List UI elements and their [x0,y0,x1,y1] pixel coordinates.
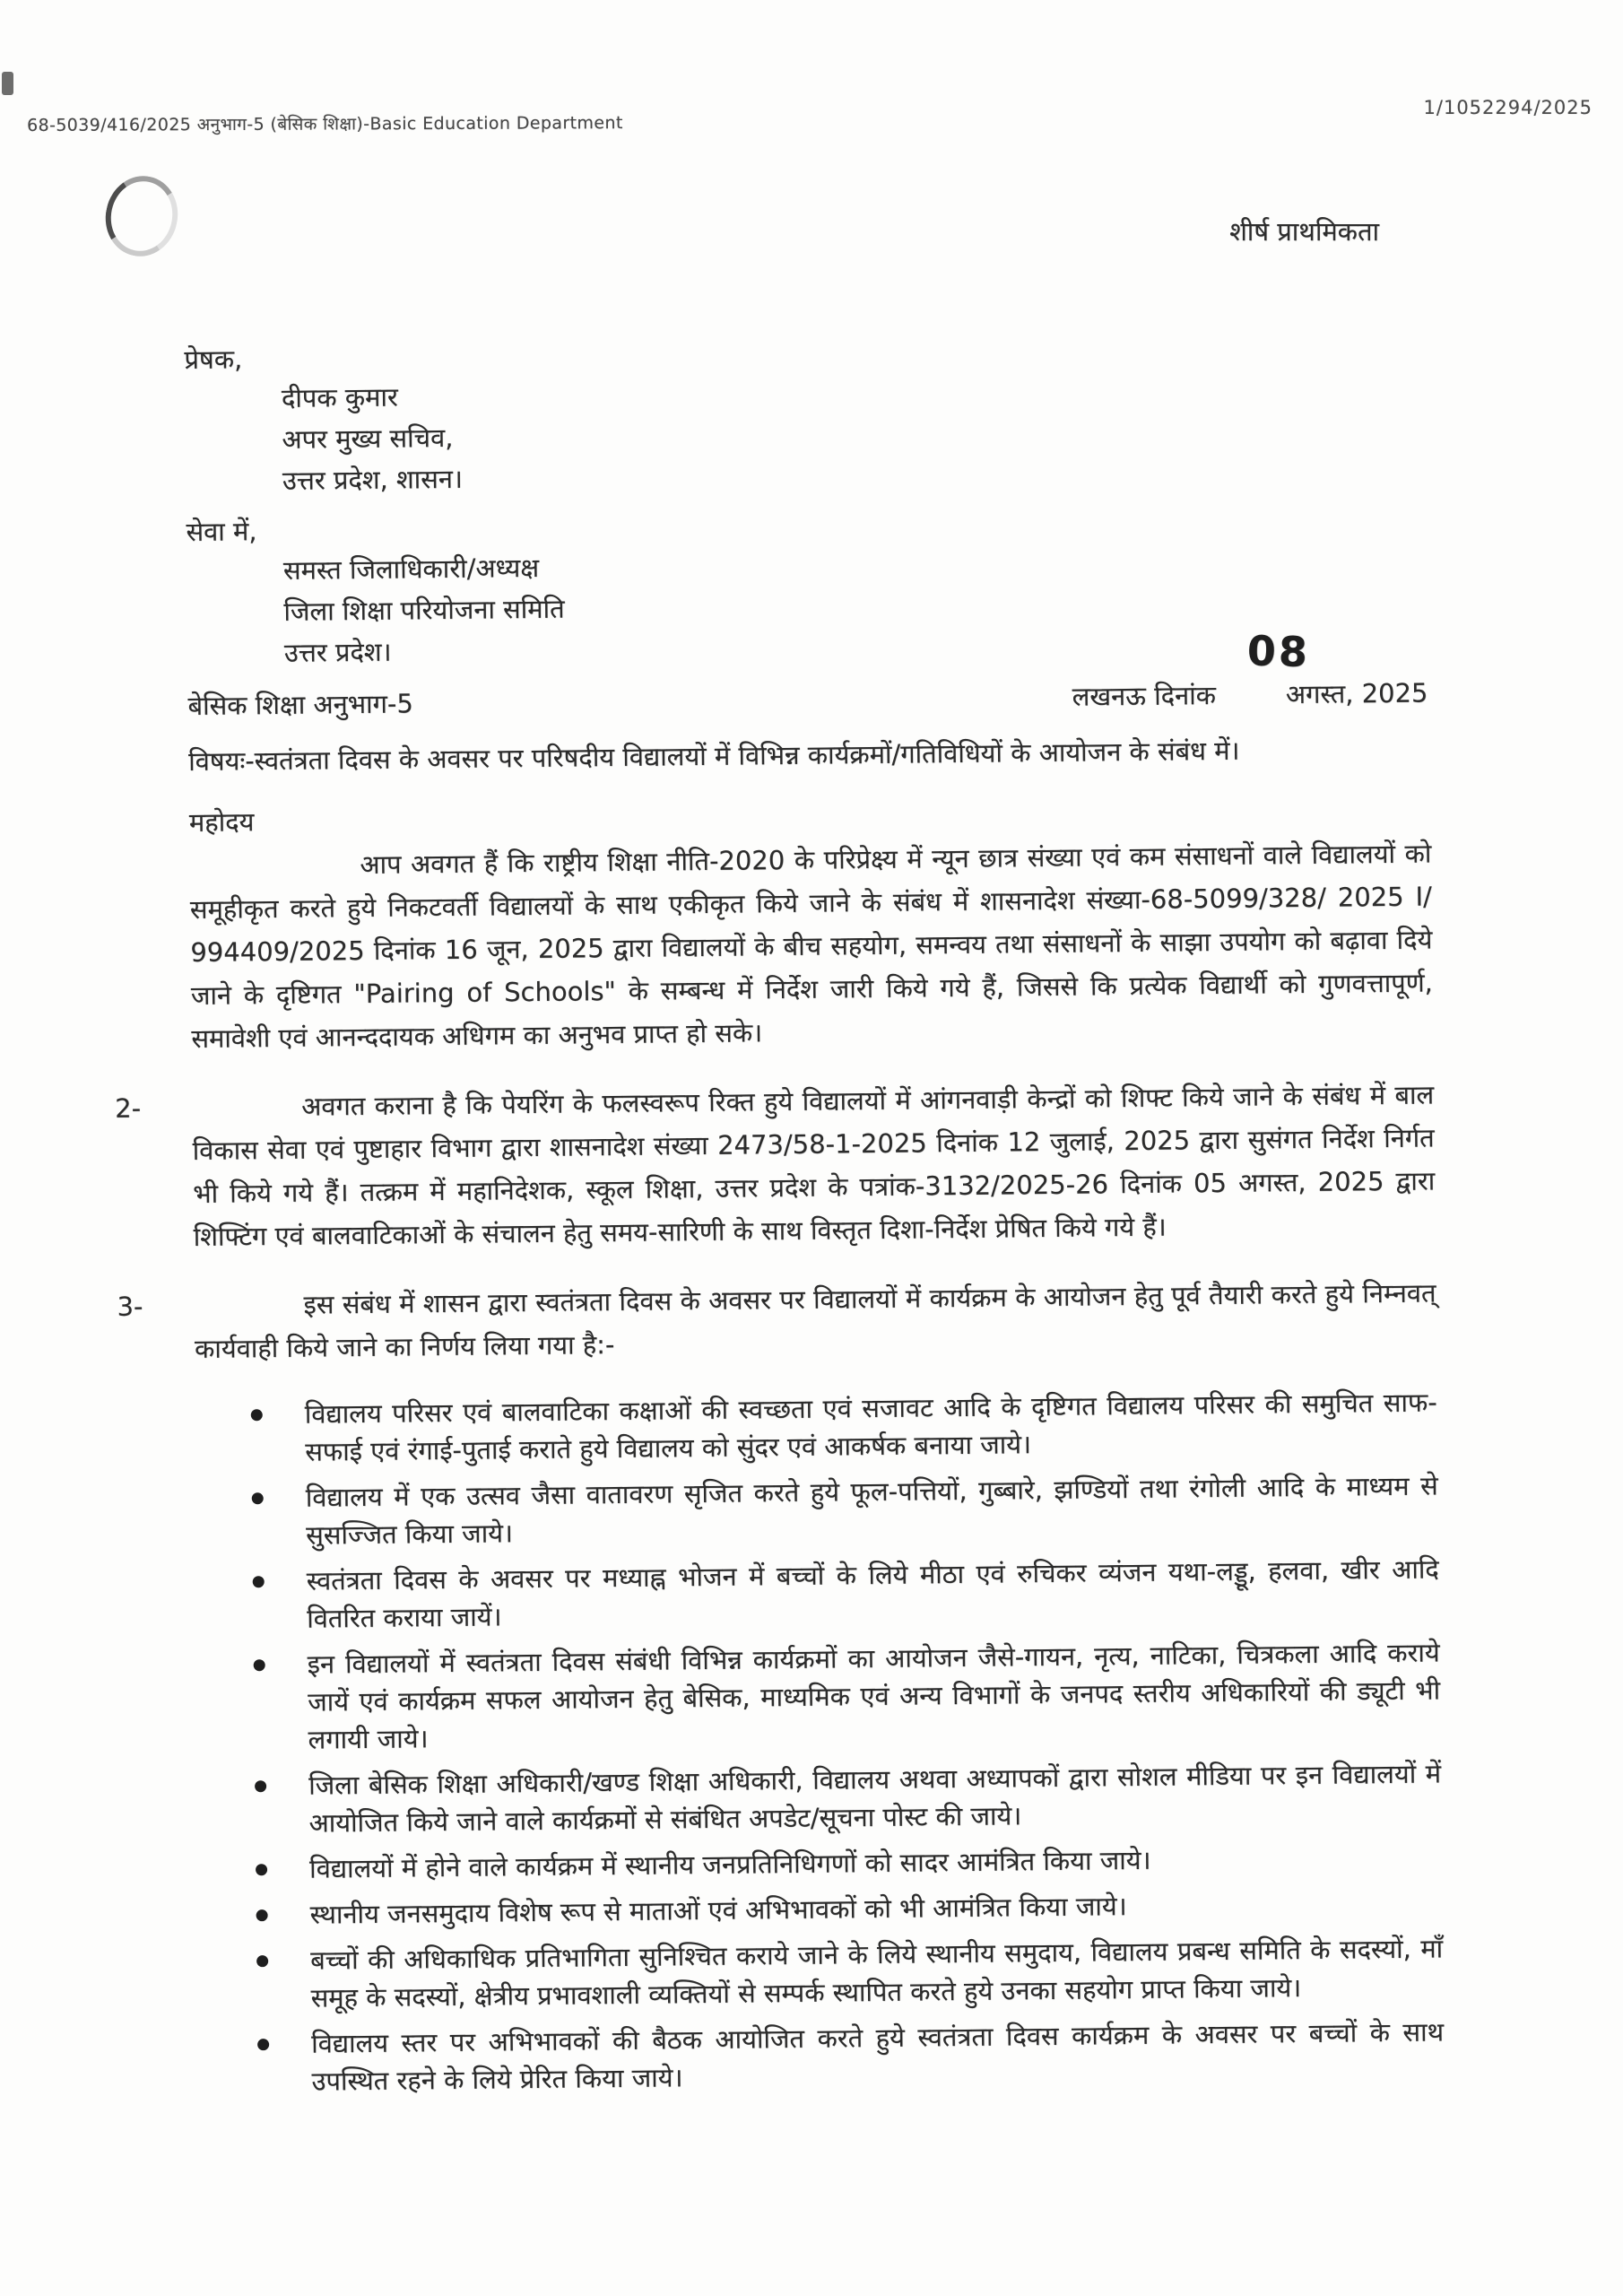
paragraph-2-number: 2- [115,1092,142,1124]
sender-name: दीपक कुमार [281,381,398,413]
sender-address [185,365,1428,501]
paragraph-1: आप अवगत हैं कि राष्ट्रीय शिक्षा नीति-2020 के परिप्रेक्ष्य में न्यून छात्र संख्या एवं कम संसाधनों वाले विद्यालयों को समूहीकृत करते हुये निकटवर्ती विद्यालयों के साथ एकीकृत किये जाने के संबंध में शासनादेश संख्या-68-5099/328/ 2025 I/ 994409/2025 दिनांक 16 जून, 2025 द्वारा विद्यालयों के बीच सहयोग, समन्वय तथा संसाधनों के साझा उपयोग को बढ़ावा दिये जाने के दृष्टिगत "Pairing of Schools" के सम्बन्ध में निर्देश जारी किये गये हैं, जिससे कि प्रत्येक विद्यार्थी को गुणवत्तापूर्ण, समावेशी एवं आनन्ददायक अधिगम का अनुभव प्राप्त हो सके। [189,838,1433,1054]
file-reference-header: 68-5039/416/2025 अनुभाग-5 (बेसिक शिक्षा)-Basic Education Department [27,113,623,135]
priority-label: शीर्ष प्राथमिकता [1229,216,1379,247]
paragraph-3-text: इस संबंध में शासन द्वारा स्वतंत्रता दिवस के अवसर पर विद्यालयों में कार्यक्रम के आयोजन हेतु पूर्व तैयारी करते हुये निम्नवत् कार्यवाही किये जाने का निर्णय लिया गया है:- [194,1277,1436,1364]
sender-designation: अपर मुख्य सचिव, [282,422,454,455]
paragraph-3-number: 3- [117,1291,143,1322]
list-item: स्वतंत्रता दिवस के अवसर पर मध्याह्न भोजन में बच्चों के लिये मीठा एवं रुचिकर व्यंजन यथा-लड्डू, हलवा, खीर आदि वितरित कराया जायें। [197,1550,1440,1638]
recipient-line-2: जिला शिक्षा परियोजना समिति [283,593,565,627]
list-item: इन विद्यालयों में स्वतंत्रता दिवस संबंधी विभिन्न कार्यक्रमों का आयोजन जैसे-गायन, नृत्य, नाटिका, चित्रकला आदि कराये जायें एवं कार्यक्रम सफल आयोजन हेतु बेसिक, माध्यमिक एवं अन्य विभागों के जनपद स्तरीय अधिकारियों की ड्यूटी भी लगायी जाये। [197,1633,1440,1759]
list-item: विद्यालयों में होने वाले कार्यक्रम में स्थानीय जनप्रतिनिधिगणों को सादर आमंत्रित किया जाये। [200,1838,1442,1889]
list-item: जिला बेसिक शिक्षा अधिकारी/खण्ड शिक्षा अधिकारी, विद्यालय अथवा अध्यापकों द्वारा सोशल मीडिया पर इन विद्यालयों में आयोजित किये जाने वाले कार्यक्रमों से संबंधित अपडेट/सूचना पोस्ट की जाये। [199,1754,1442,1842]
action-points-list [195,1383,1445,2100]
list-item: विद्यालय में एक उत्सव जैसा वातावरण सृजित करते हुये फूल-पत्तियों, गुब्बारे, झण्डियों तथा रंगोली आदि के माध्यम से सुसज्जित किया जाये। [196,1466,1439,1554]
recipient-block [186,500,1429,677]
round-stamp-mark [99,170,186,264]
list-item: विद्यालय परिसर एवं बालवाटिका कक्षाओं की स्वच्छता एवं सजावट आदि के दृष्टिगत विद्यालय परिसर की समुचित साफ-सफाई एवं रंगाई-पुताई कराते हुये विद्यालय को सुंदर एवं आकर्षक बनाया जाये। [195,1383,1438,1471]
list-item: विद्यालय स्तर पर अभिभावकों की बैठक आयोजित करते हुये स्वतंत्रता दिवस कार्यक्रम के अवसर पर बच्चों के साथ उपस्थित रहने के लिये प्रेरित किया जाये। [202,2013,1445,2100]
department-section-label: बेसिक शिक्षा अनुभाग-5 [187,688,413,721]
month-year-label: अगस्त, 2025 [1285,677,1428,710]
recipient-line-3: उत्तर प्रदेश। [283,636,392,668]
recipient-line-1: समस्त जिलाधिकारी/अध्यक्ष [282,552,540,586]
sender-block [184,327,1428,501]
handwritten-day: 08 [1246,626,1311,677]
list-item: स्थानीय जनसमुदाय विशेष रूप से माताओं एवं अभिभावकों को भी आमंत्रित किया जाये। [200,1883,1442,1935]
letter-body [115,308,1445,2109]
recipient-address [187,537,1429,677]
paragraph-3 [117,1271,1436,1370]
dateline [1072,626,1428,715]
place-date-label: लखनऊ दिनांक [1072,679,1217,712]
sender-label: प्रेषक, [184,344,243,375]
paragraph-2 [115,1073,1436,1257]
recipient-label: सेवा में, [186,516,257,547]
subject-line: विषयः-स्वतंत्रता दिवस के अवसर पर परिषदीय विद्यालयों में विभिन्न कार्यक्रमों/गतिविधियों के आयोजन के संबंध में। [187,735,1240,777]
list-item: बच्चों की अधिकाधिक प्रतिभागिता सुनिश्चित कराये जाने के लिये स्थानीय समुदाय, विद्यालय प्रबन्ध समिति के सदस्यों, माँ समूह के सदस्यों, क्षेत्रीय प्रभावशाली व्यक्तियों से सम्पर्क स्थापित करते हुये उनका सहयोग प्राप्त किया जाये। [201,1929,1444,2017]
date-gap [1216,703,1286,704]
eoffice-file-number: 1/1052294/2025 [1423,97,1593,118]
scan-edge-mark [2,72,13,95]
salutation: महोदय [188,806,255,838]
paragraph-2-text: अवगत कराना है कि पेयरिंग के फलस्वरूप रिक्त हुये विद्यालयों में आंगनवाड़ी केन्द्रों को शिफ्ट किये जाने के संबंध में बाल विकास सेवा एवं पुष्टाहार विभाग द्वारा शासनादेश संख्या 2473/58-1-2025 दिनांक 12 जुलाई, 2025 द्वारा सुसंगत निर्देश निर्गत भी किये गये हैं। तत्क्रम में महानिदेशक, स्कूल शिक्षा, उत्तर प्रदेश के पत्रांक-3132/2025-26 दिनांक 05 अगस्त, 2025 द्वारा शिफ्टिंग एवं बालवाटिकाओं के संचालन हेतु समय-सारिणी के साथ विस्तृत दिशा-निर्देश प्रेषित किये गये हैं। [192,1079,1436,1252]
sender-place: उत्तर प्रदेश, शासन। [282,463,464,496]
